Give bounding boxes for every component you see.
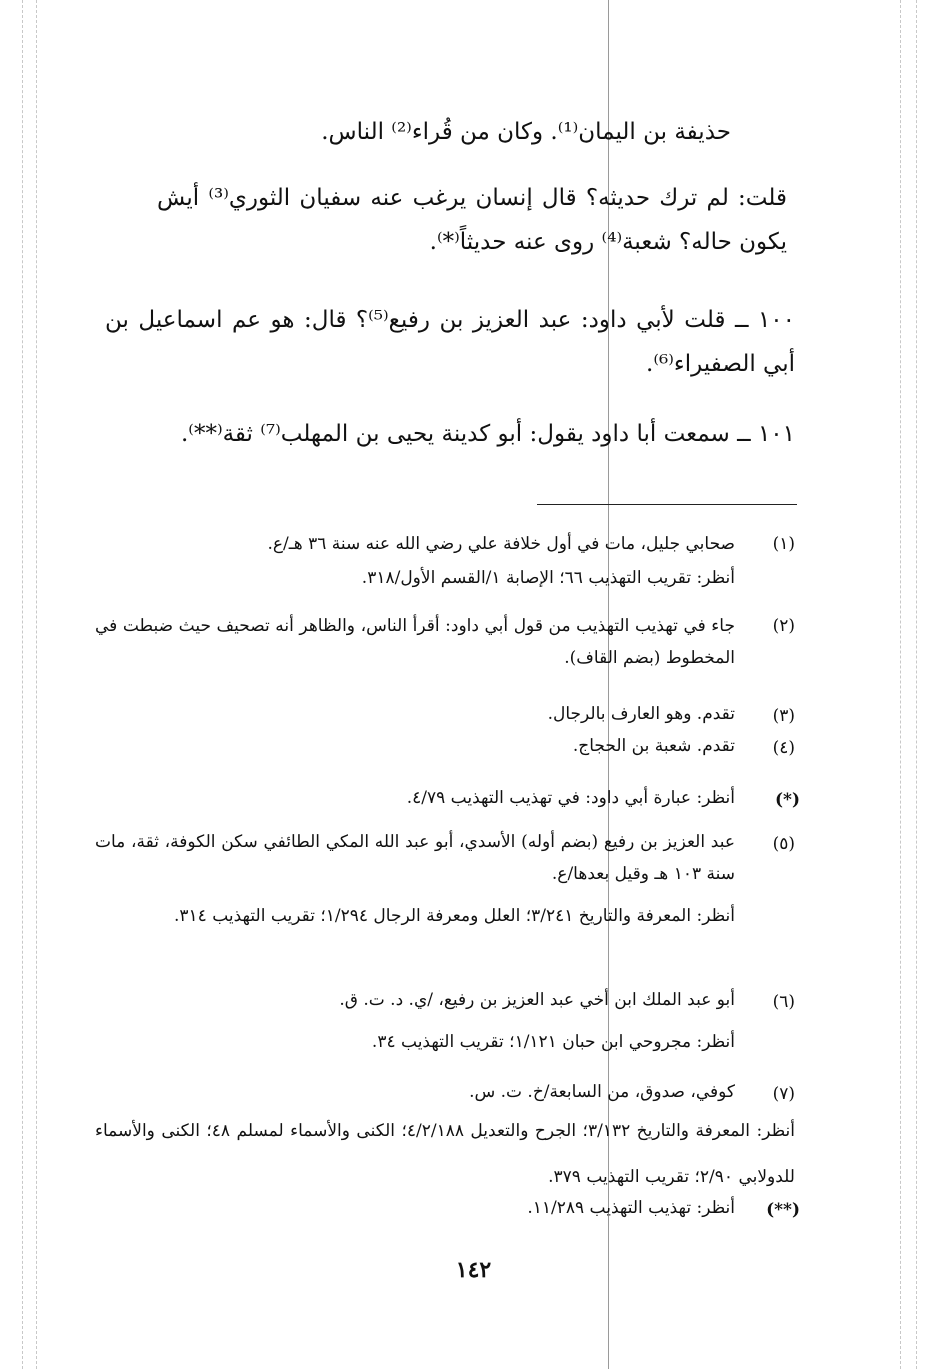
- footnote-marker: (**): [766, 1200, 800, 1220]
- footnote-star-text: أنظر: عبارة أبي داود: في تهذيب التهذيب ٤/٧٩.: [406, 788, 735, 808]
- footnote-marker: (*): [775, 790, 800, 810]
- footnote-4-text: تقدم. شعبة بن الحجاج.: [572, 736, 735, 756]
- footnote-marker: (٧): [772, 1084, 795, 1104]
- footnote-separator: [537, 504, 797, 505]
- footnote-5-line-2: أنظر: المعرفة والتاريخ ٣/٢٤١؛ العلل ومعرفة الرجال ١/٢٩٤؛ تقريب التهذيب ٣١٤.: [173, 906, 735, 926]
- paragraph-1: حذيفة بن اليمان⁽¹⁾. وكان من قُراء⁽²⁾ الناس.: [321, 119, 731, 145]
- footnote-1-line-2: أنظر: تقريب التهذيب ٦٦؛ الإصابة ١/القسم الأول/٣١٨.: [361, 568, 735, 588]
- paragraph-2: قلت: لم ترك حديثه؟ قال إنسان يرغب عنه سفيان الثوري⁽³⁾ أيش يكون حاله؟ شعبة⁽⁴⁾ روى عنه حديثاً⁽*⁾.: [157, 185, 787, 255]
- paragraph-101: ١٠١ ــ سمعت أبا داود يقول: أبو كدينة يحيى بن المهلب⁽⁷⁾ ثقة⁽**⁾.: [180, 421, 795, 447]
- footnote-marker: (٢): [772, 616, 795, 636]
- footnote-7-line-2: أنظر: المعرفة والتاريخ ٣/١٣٢؛ الجرح والتعديل ٤/٢/١٨٨؛ الكنى والأسماء لمسلم ٤٨؛ الكنى والأسماء للدولابي ٢/٩٠؛ تقريب التهذيب ٣٧٩.: [95, 1121, 795, 1187]
- page-number: ١٤٢: [455, 1257, 492, 1283]
- paragraph-100: ١٠٠ ــ قلت لأبي داود: عبد العزيز بن رفيع⁽⁵⁾؟ قال: هو عم اسماعيل بن أبي الصفيراء⁽⁶⁾.: [105, 307, 795, 377]
- footnote-5-line-1: عبد العزيز بن رفيع (بضم أوله) الأسدي، أبو عبد الله المكي الطائفي سكن الكوفة، ثقة، مات سنة ١٠٣ هـ وقيل بعدها/ع.: [95, 832, 735, 884]
- footnote-double-star-text: أنظر: تهذيب التهذيب ١١/٢٨٩.: [527, 1198, 735, 1218]
- footnote-marker: (٦): [772, 992, 795, 1012]
- footnote-2-text: جاء في تهذيب التهذيب من قول أبي داود: أقرأ الناس، والظاهر أنه تصحيف حيث ضبطت في المخطوط (بضم القاف).: [95, 616, 735, 668]
- footnote-marker: (٤): [772, 738, 795, 758]
- footnote-1-line-1: صحابي جليل، مات في أول خلافة علي رضي الله عنه سنة ٣٦ هـ/ع.: [267, 534, 735, 554]
- footnote-6-line-2: أنظر: مجروحي ابن حبان ١/١٢١؛ تقريب التهذيب ٣٤.: [371, 1032, 735, 1052]
- footnote-marker: (٣): [772, 706, 795, 726]
- footnote-3-text: تقدم. وهو العارف بالرجال.: [547, 704, 735, 724]
- footnote-7-line-1: كوفي، صدوق، من السابعة/خ. ت. س.: [469, 1082, 735, 1102]
- footnote-6-line-1: أبو عبد الملك ابن أخي عبد العزيز بن رفيع، /ي. د. ت. ق.: [339, 990, 735, 1010]
- footnote-marker: (٥): [772, 834, 795, 854]
- footnote-marker: (١): [772, 534, 795, 554]
